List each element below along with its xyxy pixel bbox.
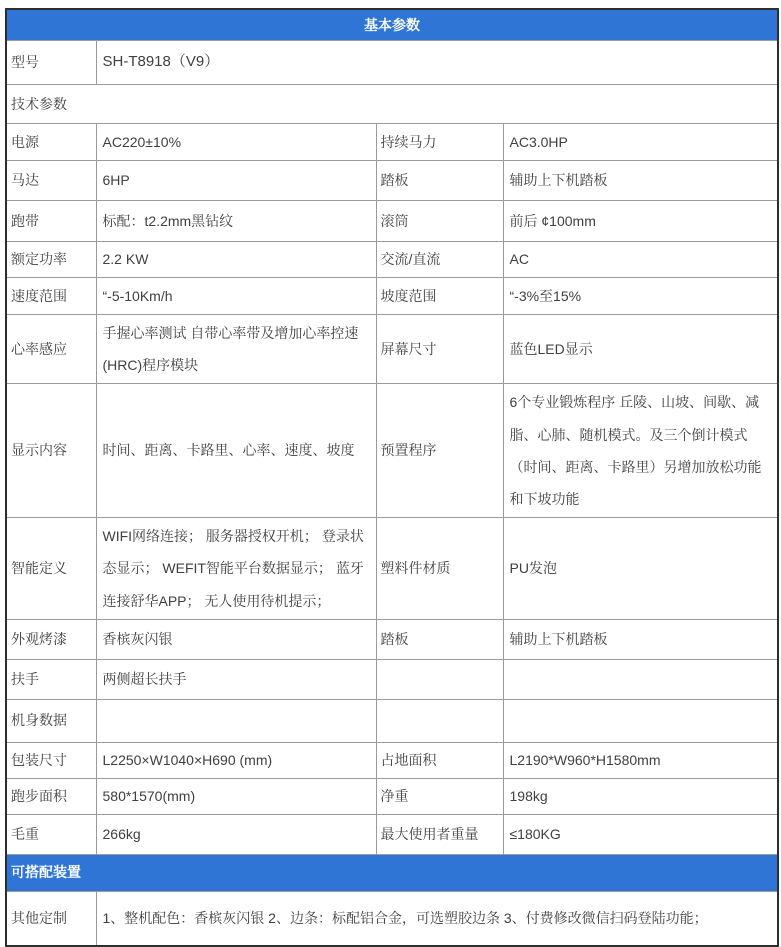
spec-row-tech-params — [6, 85, 778, 124]
row-label: 踏板 — [376, 619, 503, 659]
row-label: 预置程序 — [376, 384, 503, 518]
row-label: 外观烤漆 — [6, 619, 96, 659]
spec-row-model — [6, 41, 778, 85]
section-header-basic — [6, 9, 778, 41]
row-label: 净重 — [376, 778, 503, 814]
spec-row-heart-rate — [6, 315, 778, 384]
row-label: 心率感应 — [6, 315, 96, 384]
row-label: 显示内容 — [6, 384, 96, 518]
row-value — [503, 699, 778, 742]
row-value: 580*1570(mm) — [96, 778, 376, 814]
row-value: “-3%至15% — [503, 278, 778, 315]
spec-row-motor — [6, 161, 778, 201]
spec-row-gross-weight — [6, 814, 778, 854]
row-value: 手握心率测试 自带心率带及增加心率控速(HRC)程序模块 — [96, 315, 376, 384]
row-label — [376, 659, 503, 699]
row-value: 前后 ¢100mm — [503, 201, 778, 242]
spec-row-body-data — [6, 699, 778, 742]
row-value: L2190*W960*H1580mm — [503, 742, 778, 778]
row-label: 毛重 — [6, 814, 96, 854]
row-value: 198kg — [503, 778, 778, 814]
row-label: 型号 — [6, 41, 96, 85]
row-value: ≤180KG — [503, 814, 778, 854]
row-value — [96, 699, 376, 742]
row-label: 速度范围 — [6, 278, 96, 315]
row-label: 占地面积 — [376, 742, 503, 778]
spec-row-handrail — [6, 659, 778, 699]
row-label: 额定功率 — [6, 242, 96, 278]
row-label: 机身数据 — [6, 699, 96, 742]
row-label: 坡度范围 — [376, 278, 503, 315]
row-label: 跑带 — [6, 201, 96, 242]
row-value: AC220±10% — [96, 124, 376, 161]
section-title-basic: 基本参数 — [6, 9, 778, 41]
row-label: 电源 — [6, 124, 96, 161]
row-value: 蓝色LED显示 — [503, 315, 778, 384]
row-value: 6个专业锻炼程序 丘陵、山坡、间歇、减脂、心肺、随机模式。及三个倒计模式（时间、距离、卡路里）另增加放松功能和下坡功能 — [503, 384, 778, 518]
row-value: AC — [503, 242, 778, 278]
spec-row-smart-features — [6, 518, 778, 620]
spec-row-power — [6, 124, 778, 161]
row-value: 时间、距离、卡路里、心率、速度、坡度 — [96, 384, 376, 518]
row-label: 技术参数 — [6, 85, 778, 124]
spec-row-other-custom — [6, 891, 778, 946]
row-value: 香槟灰闪银 — [96, 619, 376, 659]
row-value: 标配：t2.2mm黑钻纹 — [96, 201, 376, 242]
spec-row-package-size — [6, 742, 778, 778]
row-value: 6HP — [96, 161, 376, 201]
row-label: 最大使用者重量 — [376, 814, 503, 854]
row-label: 屏幕尺寸 — [376, 315, 503, 384]
row-label: 塑料件材质 — [376, 518, 503, 620]
row-label: 交流/直流 — [376, 242, 503, 278]
row-label: 扶手 — [6, 659, 96, 699]
row-label: 智能定义 — [6, 518, 96, 620]
row-label: 马达 — [6, 161, 96, 201]
spec-row-rated-power — [6, 242, 778, 278]
row-value: 266kg — [96, 814, 376, 854]
spec-row-paint — [6, 619, 778, 659]
spec-table — [5, 8, 779, 947]
row-label: 持续马力 — [376, 124, 503, 161]
spec-row-speed-range — [6, 278, 778, 315]
row-value: SH-T8918（V9） — [96, 41, 778, 85]
row-value: L2250×W1040×H690 (mm) — [96, 742, 376, 778]
row-value: WIFI网络连接； 服务器授权开机； 登录状态显示； WEFIT智能平台数据显示； 蓝牙连接舒华APP； 无人使用待机提示； — [96, 518, 376, 620]
row-label — [376, 699, 503, 742]
row-value: 1、整机配色：香槟灰闪银 2、边条：标配铝合金，可选塑胶边条 3、付费修改微信扫码登陆功能； — [96, 891, 778, 946]
section-header-accessories — [6, 854, 778, 891]
row-label: 滚筒 — [376, 201, 503, 242]
spec-row-running-area — [6, 778, 778, 814]
row-value: 辅助上下机踏板 — [503, 619, 778, 659]
row-value: 2.2 KW — [96, 242, 376, 278]
spec-row-belt — [6, 201, 778, 242]
row-label: 包装尺寸 — [6, 742, 96, 778]
row-label: 跑步面积 — [6, 778, 96, 814]
row-value: 辅助上下机踏板 — [503, 161, 778, 201]
row-value: “-5-10Km/h — [96, 278, 376, 315]
row-label: 其他定制 — [6, 891, 96, 946]
row-value: AC3.0HP — [503, 124, 778, 161]
row-value: 两侧超长扶手 — [96, 659, 376, 699]
row-value: PU发泡 — [503, 518, 778, 620]
section-title-accessories: 可搭配装置 — [6, 854, 778, 891]
row-label: 踏板 — [376, 161, 503, 201]
spec-row-display-content — [6, 384, 778, 518]
row-value — [503, 659, 778, 699]
